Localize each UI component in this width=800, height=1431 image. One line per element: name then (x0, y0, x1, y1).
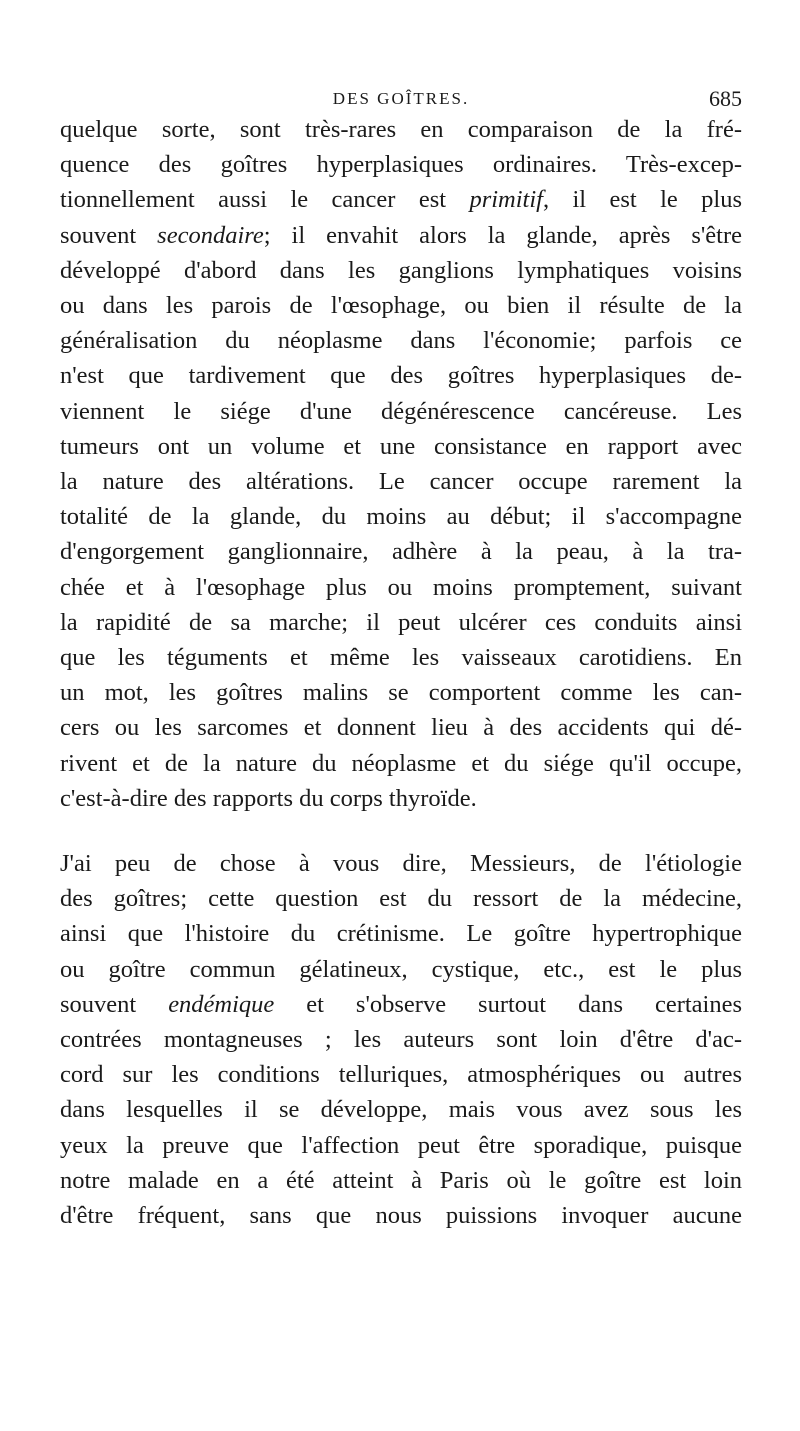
text-line: notre malade en a été atteint à Paris où le goître est loin (60, 1166, 742, 1194)
paragraph-2 (60, 846, 742, 1233)
text-line: généralisation du néoplasme dans l'économie; parfois ce (60, 327, 742, 355)
text-line: ou goître commun gélatineux, cystique, etc., est le plus (60, 955, 742, 983)
text-line: que les téguments et même les vaisseaux carotidiens. En (60, 644, 742, 672)
text-line: ainsi que l'histoire du crétinisme. Le goître hypertrophique (60, 920, 742, 948)
page-number: 685 (709, 86, 742, 111)
text-line: tionnellement aussi le cancer est primitif, il est le plus (60, 186, 742, 214)
text-line: rivent et de la nature du néoplasme et du siége qu'il occupe, (60, 749, 742, 777)
text-line: yeux la preuve que l'affection peut être sporadique, puisque (60, 1131, 742, 1159)
text-line: souvent secondaire; il envahit alors la glande, après s'être (60, 221, 743, 249)
text-line: la rapidité de sa marche; il peut ulcérer ces conduits ainsi (60, 608, 742, 636)
text-line: viennent le siége d'une dégénérescence cancéreuse. Les (60, 397, 742, 425)
running-title: DES GOÎTRES. (332, 89, 470, 108)
text-line: c'est-à-dire des rapports du corps thyroïde. (60, 784, 477, 812)
text-line: dans lesquelles il se développe, mais vous avez sous les (60, 1096, 742, 1124)
text-line: des goîtres; cette question est du ressort de la médecine, (60, 885, 742, 913)
body-text (60, 112, 742, 1233)
emphasized-term: secondaire (157, 221, 264, 249)
text-line: totalité de la glande, du moins au début; il s'accompagne (60, 503, 742, 531)
text-line: d'être fréquent, sans que nous puissions invoquer aucune (60, 1202, 742, 1230)
text-line: tumeurs ont un volume et une consistance en rapport avec (60, 432, 742, 460)
text-line: d'engorgement ganglionnaire, adhère à la peau, à la tra- (60, 538, 742, 566)
text-line: cord sur les conditions telluriques, atmosphériques ou autres (60, 1061, 742, 1089)
text-line: développé d'abord dans les ganglions lymphatiques voisins (60, 256, 742, 284)
text-line: ou dans les parois de l'œsophage, ou bien il résulte de la (60, 292, 742, 320)
text-line: chée et à l'œsophage plus ou moins promptement, suivant (60, 573, 742, 601)
text-line: contrées montagneuses ; les auteurs sont loin d'être d'ac- (60, 1026, 742, 1054)
text-line: quelque sorte, sont très-rares en comparaison de la fré- (60, 116, 742, 143)
text-line: un mot, les goîtres malins se comportent comme les can- (60, 679, 742, 707)
emphasized-term: endémique (168, 990, 275, 1018)
text-line: cers ou les sarcomes et donnent lieu à des accidents qui dé- (60, 714, 742, 742)
emphasized-term: primitif (469, 186, 543, 214)
running-head (60, 84, 742, 114)
text-line: J'ai peu de chose à vous dire, Messieurs, de l'étiologie (60, 850, 742, 878)
text-line: quence des goîtres hyperplasiques ordinaires. Très-excep- (60, 151, 742, 179)
text-line: la nature des altérations. Le cancer occupe rarement la (60, 468, 742, 496)
text-line: n'est que tardivement que des goîtres hyperplasiques de- (60, 362, 742, 390)
text-line: souvent endémique et s'observe surtout dans certaines (60, 990, 742, 1018)
paragraph-1 (60, 112, 742, 816)
